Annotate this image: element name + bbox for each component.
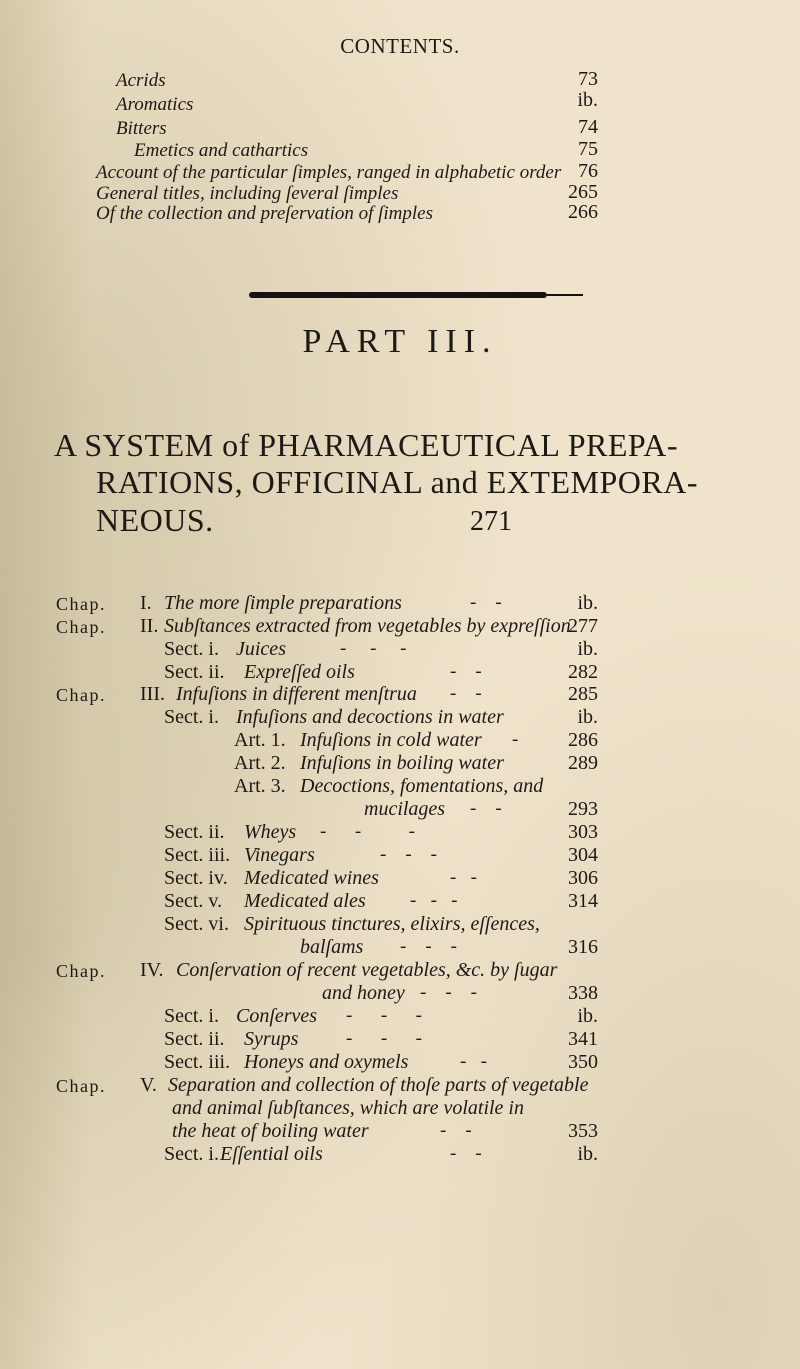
toc-entry-page: 265 [568, 181, 598, 203]
leader-dashes: - - - [400, 936, 457, 957]
page-number: ib. [577, 638, 598, 660]
section-label: Sect. iii. [164, 1051, 231, 1073]
chapter-number: I. [140, 592, 152, 614]
page-number: ib. [577, 706, 598, 728]
section-title: Expreſſed oils [244, 661, 355, 683]
leader-dashes: - - [450, 1143, 482, 1164]
leader-dashes: - - [450, 661, 482, 682]
leader-dashes: - - - [410, 890, 458, 911]
page-number: 338 [568, 982, 598, 1004]
toc-entry-page: 74 [578, 116, 598, 138]
page-number: 304 [568, 844, 598, 866]
chapter-title: Infuſions in different menſtrua [176, 683, 417, 705]
section-label: Sect. ii. [164, 1028, 225, 1050]
page-number: 282 [568, 661, 598, 683]
leader-dashes: - - [460, 1051, 487, 1072]
page-number: 289 [568, 752, 598, 774]
page-number: 341 [568, 1028, 598, 1050]
section-label: Sect. v. [164, 890, 223, 912]
article-title-cont: mucilages [364, 798, 446, 820]
chapter-label: Chap. [56, 685, 106, 705]
page-number: ib. [577, 1005, 598, 1027]
article-label: Art. 1. [234, 729, 286, 751]
leader-dashes: - - - [346, 1028, 422, 1049]
toc-entry-label: Of the collection and preſervation of ſimples [96, 203, 434, 224]
ornamental-rule-tail [547, 294, 583, 296]
leader-dashes: - [512, 729, 519, 750]
page-number: 314 [568, 890, 598, 912]
article-label: Art. 2. [234, 752, 286, 774]
page-number: 303 [568, 821, 598, 843]
section-title: Infuſions and decoctions in water [236, 706, 504, 728]
page-number: ib. [577, 592, 598, 614]
section-title: Conſerves [236, 1005, 318, 1027]
section-label: Sect. i. [164, 638, 219, 660]
section-title: Medicated wines [244, 867, 379, 889]
section-title: Vinegars [244, 844, 315, 866]
section-label: Sect. i. [164, 1143, 219, 1165]
page-header: CONTENTS. [340, 34, 460, 58]
section-label: Sect. i. [164, 1005, 219, 1027]
toc-entry-label: Bitters [116, 118, 167, 139]
toc-entry-page: 76 [578, 160, 598, 182]
leader-dashes: - - - [340, 638, 407, 659]
section-title: Syrups [244, 1028, 299, 1050]
chapter-label: Chap. [56, 594, 106, 614]
leader-dashes: - - [450, 867, 477, 888]
chapter-title-cont: and honey [322, 982, 405, 1004]
toc-entry-page: 266 [568, 201, 598, 223]
section-title: Wheys [244, 821, 297, 843]
toc-entry-page: ib. [577, 89, 598, 111]
page-number: 293 [568, 798, 598, 820]
toc-entry-label: Acrids [116, 70, 166, 91]
chapter-title-cont: the heat of boiling water [172, 1120, 369, 1142]
leader-dashes: - - - [380, 844, 437, 865]
page-number: 353 [568, 1120, 598, 1142]
page-number: 316 [568, 936, 598, 958]
section-title-line: A SYSTEM of PHARMACEUTICAL PREPA- [54, 427, 678, 463]
chapter-label: Chap. [56, 1076, 106, 1096]
leader-dashes: - - [470, 592, 502, 613]
chapter-number: IV. [140, 959, 164, 981]
section-label: Sect. iii. [164, 844, 231, 866]
page-number: 286 [568, 729, 598, 751]
section-title-line: RATIONS, OFFICINAL and EXTEMPORA- [96, 464, 698, 500]
section-label: Sect. ii. [164, 821, 225, 843]
toc-entry-label: Account of the particular ſimples, ranged in alphabetic order [96, 162, 562, 183]
chapter-number: II. [140, 615, 159, 637]
chapter-title: The more ſimple preparations [164, 592, 402, 614]
leader-dashes: - - - [320, 821, 415, 842]
article-title: Infuſions in boiling water [300, 752, 504, 774]
section-title: Juices [236, 638, 286, 660]
section-title: Eſſential oils [220, 1143, 323, 1165]
leader-dashes: - - [450, 683, 482, 704]
chapter-number: V. [140, 1074, 157, 1096]
page-number: ib. [577, 1143, 598, 1165]
section-title-cont: balſams [300, 936, 364, 958]
section-label: Sect. iv. [164, 867, 228, 889]
toc-entry-label: Emetics and cathartics [134, 140, 309, 161]
chapter-title: Conſervation of recent vegetables, &c. by ſugar [176, 959, 558, 981]
page-number: 285 [568, 683, 598, 705]
chapter-title: Separation and collection of thoſe parts of vegetable [168, 1074, 589, 1096]
toc-entry-page: 75 [578, 138, 598, 160]
section-label: Sect. ii. [164, 661, 225, 683]
chapter-label: Chap. [56, 961, 106, 981]
section-title-line: NEOUS. [96, 502, 214, 538]
chapter-number: III. [140, 683, 165, 705]
page-number: 306 [568, 867, 598, 889]
section-title: Spirituous tinctures, elixirs, eſſences, [244, 913, 540, 935]
page-number: 277 [568, 615, 598, 637]
section-title: Medicated ales [244, 890, 366, 912]
article-title: Decoctions, fomentations, and [300, 775, 544, 797]
section-title: Honeys and oxymels [244, 1051, 409, 1073]
leader-dashes: - - [440, 1120, 472, 1141]
section-label: Sect. i. [164, 706, 219, 728]
chapter-label: Chap. [56, 617, 106, 637]
toc-entry-page: 73 [578, 68, 598, 90]
section-label: Sect. vi. [164, 913, 229, 935]
chapter-title-cont: and animal ſubſtances, which are volatile in [172, 1097, 524, 1119]
page-number: 350 [568, 1051, 598, 1073]
toc-entry-label: General titles, including ſeveral ſimples [96, 183, 399, 204]
leader-dashes: - - - [420, 982, 477, 1003]
ornamental-rule [249, 292, 547, 298]
leader-dashes: - - - [346, 1005, 422, 1026]
article-label: Art. 3. [234, 775, 286, 797]
leader-dashes: - - [470, 798, 502, 819]
article-title: Infuſions in cold water [300, 729, 482, 751]
chapter-title: Subſtances extracted from vegetables by expreſſion [164, 615, 571, 637]
toc-entry-label: Aromatics [116, 94, 194, 115]
section-page: 271 [470, 506, 512, 537]
part-heading: PART III. [302, 323, 498, 360]
